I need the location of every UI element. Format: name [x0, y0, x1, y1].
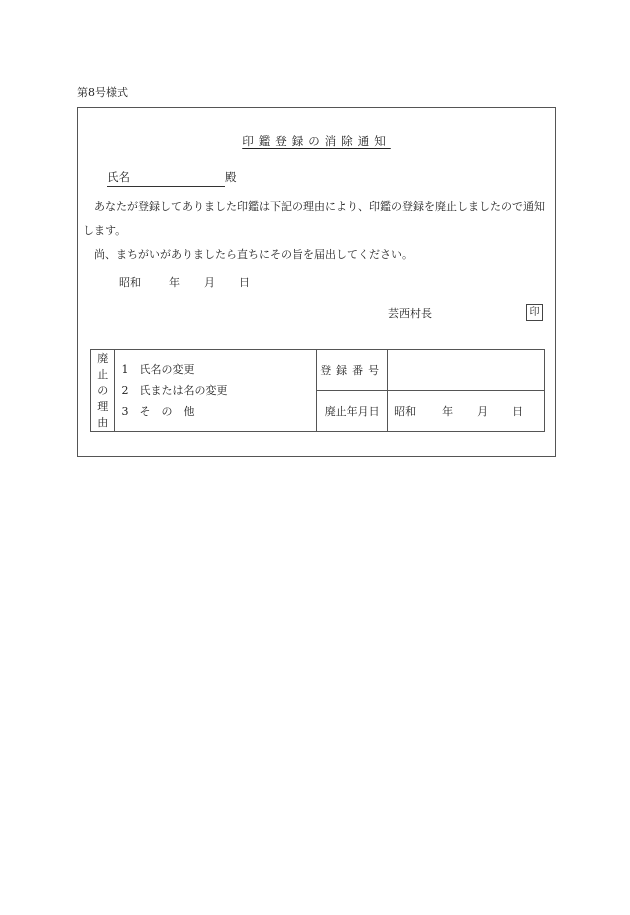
- reason-item: 1 氏名の変更: [121, 363, 195, 376]
- seal-mark: 印: [526, 304, 543, 321]
- registration-number-label: 登録番号: [317, 350, 388, 391]
- reason-item: 2 氏または名の変更: [121, 384, 228, 397]
- abolition-date-label: 廃止年月日: [317, 391, 388, 432]
- issuer-title: 芸西村長: [388, 307, 432, 320]
- addressee-line: [107, 169, 237, 187]
- body-paragraph-2: 尚、まちがいがありましたら直ちにその旨を届出してください。: [94, 248, 413, 261]
- reason-list: [115, 350, 317, 432]
- document-title: 印鑑登録の消除通知: [242, 134, 391, 148]
- body-paragraph-1: あなたが登録してありました印鑑は下記の理由により、印鑑の登録を廃止しましたので通知します。: [83, 200, 545, 237]
- name-label: 氏名: [107, 170, 130, 184]
- form-number-label: 第8号様式: [77, 86, 128, 99]
- registration-number-value: [388, 350, 545, 391]
- reason-header: 廃 止 の 理 由: [91, 350, 115, 432]
- notice-body: [83, 195, 551, 267]
- reason-item: 3 そ の 他: [121, 405, 195, 418]
- notice-frame: [77, 107, 556, 457]
- honorific: 殿: [225, 170, 237, 184]
- abolition-date-value: 昭和 年 月 日: [388, 391, 545, 432]
- reason-table: [90, 349, 545, 432]
- issue-date: 昭和 年 月 日: [119, 276, 250, 289]
